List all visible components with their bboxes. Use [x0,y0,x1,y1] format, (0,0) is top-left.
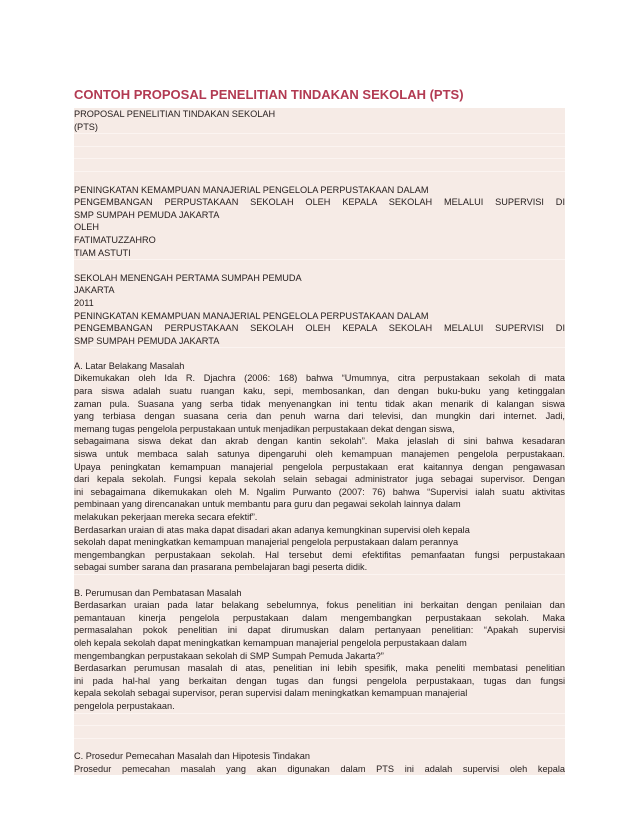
text-line: B. Perumusan dan Pembatasan Masalah [74,587,242,598]
blank-line [74,158,565,171]
document-page [74,84,565,775]
text-line: PENINGKATAN KEMAMPUAN MANAJERIAL PENGELOLA PERPUSTAKAAN DALAM [74,184,429,195]
text-line: permasalahan pokok penelitian ini dapat dirumuskan dalam pertanyaan penelitian: “Apakah supervisi [74,625,565,636]
text-line: sebagaimana siswa dekat dan akrab dengan kantin sekolah”. Maka jelaslah di sini bahwa kesadaran [74,436,565,447]
text-line: PENINGKATAN KEMAMPUAN MANAJERIAL PENGELOLA PERPUSTAKAAN DALAM [74,310,429,321]
text-line: ini pada hal-hal yang berkaitan dengan tugas dan fungsi pengelola perpustakaan, tugas dan fungsi [74,675,565,686]
text-line: TIAM ASTUTI [74,247,131,258]
text-line: siswa untuk membaca salah satunya dipengaruhi oleh kemampuan manajemen pengelola perpustakaan. [74,449,565,460]
text-line: PENGEMBANGAN PERPUSTAKAAN SEKOLAH OLEH KEPALA SEKOLAH MELALUI SUPERVISI DI [74,197,565,208]
text-line: A. Latar Belakang Masalah [74,360,185,371]
text-line: pembinaan yang direncanakan untuk membantu para guru dan pegawai sekolah lainnya dalam [74,499,461,510]
blank-line [74,574,565,587]
text-line: sekolah dapat meningkatkan kemampuan manajerial pengelola perpustakaan dalam perannya [74,537,459,548]
blank-line [74,713,565,726]
text-line: Upaya peningkatan kemampuan manajerial pengelola perpustakaan erat kaitannya dengan pengawasan [74,461,565,472]
text-line: kepala sekolah sebagai supervisor, peran supervisi dalam meningkatkan kemampuan manajerial [74,688,468,699]
text-line: mengembangkan perpustakaan sekolah di SMP Sumpah Pemuda Jakarta?” [74,650,384,661]
text-line: Berdasarkan perumusan masalah di atas, penelitian ini lebih spesifik, maka peneliti membatasi penelitian [74,663,565,674]
text-line: SMP SUMPAH PEMUDA JAKARTA [74,209,220,220]
blank-line [74,725,565,738]
text-line: C. Prosedur Pemecahan Masalah dan Hipotesis Tindakan [74,751,310,762]
text-line: para siswa adalah suatu ruangan kaku, sepi, membosankan, dan dengan buku-buku yang ketinggalan [74,386,565,397]
text-line: mengembangkan perpustakaan sekolah. Hal tersebut demi efektifitas pemanfaatan fungsi perpustakaan [74,549,565,560]
text-line: dari kepala sekolah. Fungsi kepala sekolah selain sebagai administrator juga sebagai supervisor. Dengan [74,474,565,485]
text-line: zaman pula. Suasana yang serba tidak menyenangkan ini tentu tidak akan menarik di kalangan siswa [74,398,565,409]
text-line: Berdasarkan uraian di atas maka dapat disadari akan adanya kemungkinan supervisi oleh kepala [74,524,470,535]
text-line: 2011 [74,297,94,308]
text-line: SMP SUMPAH PEMUDA JAKARTA [74,335,220,346]
text-line: pemantauan kinerja pengelola perpustakaan dalam mengembangkan perpustakaan sekolah. Maka [74,612,565,623]
blank-line [74,259,565,272]
text-line: PROPOSAL PENELITIAN TINDAKAN SEKOLAH [74,109,276,119]
blank-line [74,347,565,360]
blank-line [74,171,565,184]
document-title: CONTOH PROPOSAL PENELITIAN TINDAKAN SEKOLAH (PTS) [74,87,464,102]
text-line: pengelola perpustakaan. [74,700,175,711]
text-line: melakukan pekerjaan mereka secara efektif”. [74,512,258,522]
text-line: yang terbiasa dengan suasana ceria dan penuh warna dari televisi, dan mungkin dari internet. Jadi, [74,411,565,422]
text-line: JAKARTA [74,285,115,296]
text-line: memang tugas pengelola perpustakaan untuk menjadikan perpustakaan dekat dengan siswa, [74,423,455,434]
blank-line [74,133,565,146]
blank-line [74,146,565,159]
text-line: Prosedur pemecahan masalah yang akan digunakan dalam PTS ini adalah supervisi oleh kepala [74,763,565,774]
text-line: Berdasarkan uraian pada latar belakang sebelumnya, fokus penelitian ini berkaitan dengan penilaian dan [74,600,565,611]
text-line: (PTS) [74,121,98,132]
text-line: oleh kepala sekolah dapat meningkatkan kemampuan manajerial pengelola perpustakaan dalam [74,637,467,648]
text-line: Dikemukakan oleh Ida R. Djachra (2006: 168) bahwa “Umumnya, citra perpustakaan sekolah di mata [74,373,565,384]
text-line: SEKOLAH MENENGAH PERTAMA SUMPAH PEMUDA [74,272,302,283]
text-line: FATIMATUZZAHRO [74,234,156,245]
text-line: ini sebagaimana dikemukakan oleh M. Ngalim Purwanto (2007: 76) bahwa “Supervisi ialah suatu aktivitas [74,486,565,497]
text-line: OLEH [74,222,100,233]
document-body [74,108,565,775]
text-line: sebagai sumber sarana dan prasarana pembelajaran bagi peserta didik. [74,562,368,573]
blank-line [74,738,565,751]
text-line: PENGEMBANGAN PERPUSTAKAAN SEKOLAH OLEH KEPALA SEKOLAH MELALUI SUPERVISI DI [74,323,565,334]
